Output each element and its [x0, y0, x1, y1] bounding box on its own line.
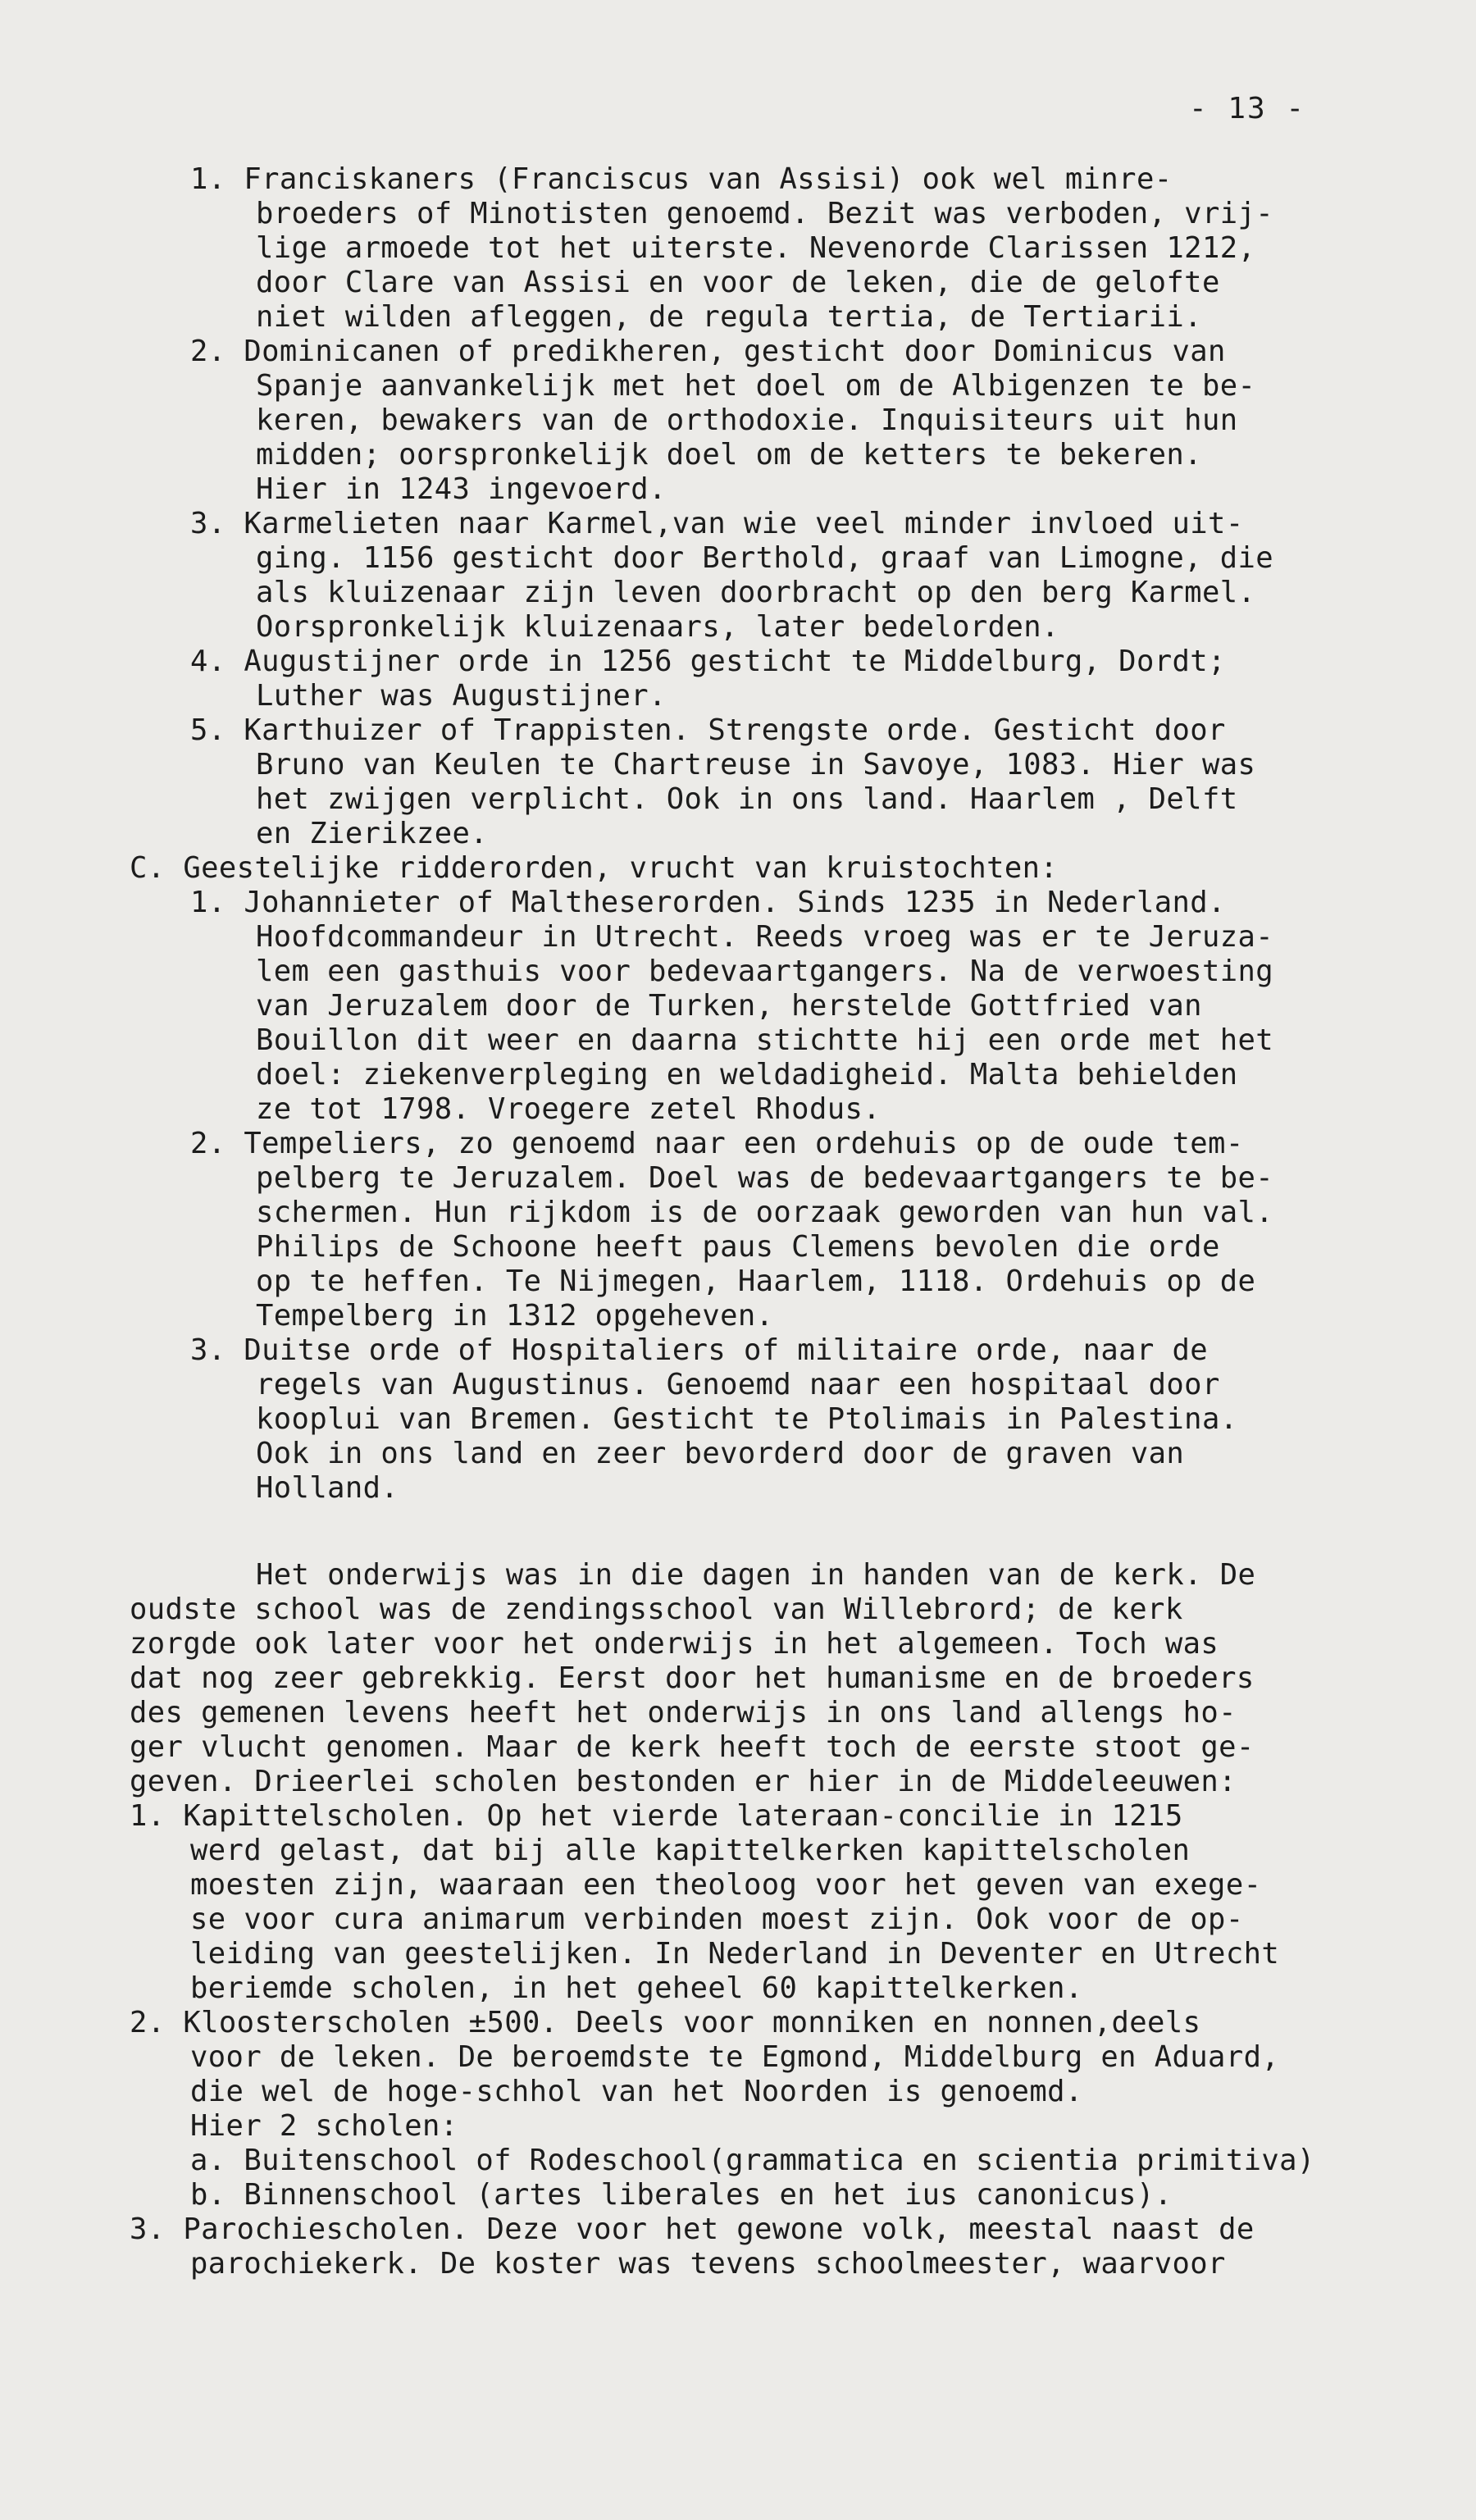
text-line: ger vlucht genomen. Maar de kerk heeft toch de eerste stoot ge- — [130, 1730, 1255, 1764]
text-line: ze tot 1798. Vroegere zetel Rhodus. — [256, 1092, 882, 1126]
text-line: Spanje aanvankelijk met het doel om de Albigenzen te be- — [256, 369, 1256, 403]
text-line: Bruno van Keulen te Chartreuse in Savoye, 1083. Hier was — [256, 748, 1256, 782]
text-line: 5. Karthuizer of Trappisten. Strengste orde. Gesticht door — [190, 713, 1226, 747]
text-line: dat nog zeer gebrekkig. Eerst door het humanisme en de broeders — [130, 1661, 1255, 1695]
text-line: kooplui van Bremen. Gesticht te Ptolimais in Palestina. — [256, 1402, 1238, 1436]
page-number: - 13 - — [1189, 92, 1306, 125]
text-line: die wel de hoge-schhol van het Noorden is genoemd. — [190, 2075, 1083, 2108]
text-line: Het onderwijs was in die dagen in handen van de kerk. De — [256, 1558, 1256, 1592]
text-line: werd gelast, dat bij alle kapittelkerken kapittelscholen — [190, 1834, 1191, 1867]
text-line: a. Buitenschool of Rodeschool(grammatica en scientia primitiva) — [190, 2144, 1315, 2177]
text-line: zorgde ook later voor het onderwijs in het algemeen. Toch was — [130, 1627, 1219, 1661]
text-line: 2. Kloosterscholen ±500. Deels voor monniken en nonnen,deels — [130, 2006, 1201, 2039]
text-line: regels van Augustinus. Genoemd naar een hospitaal door — [256, 1368, 1220, 1401]
text-line: pelberg te Jeruzalem. Doel was de bedevaartgangers te be- — [256, 1161, 1274, 1195]
text-line: Luther was Augustijner. — [256, 679, 667, 713]
text-line: Bouillon dit weer en daarna stichtte hij een orde met het — [256, 1023, 1274, 1057]
text-line: midden; oorspronkelijk doel om de ketters te bekeren. — [256, 438, 1202, 472]
text-line: Hoofdcommandeur in Utrecht. Reeds vroeg was er te Jeruza- — [256, 920, 1274, 954]
text-line: moesten zijn, waaraan een theoloog voor het geven van exege- — [190, 1868, 1262, 1902]
text-line: voor de leken. De beroemdste te Egmond, Middelburg en Aduard, — [190, 2040, 1280, 2074]
text-line: Hier in 1243 ingevoerd. — [256, 472, 667, 506]
text-line: keren, bewakers van de orthodoxie. Inquisiteurs uit hun — [256, 403, 1238, 437]
text-line: 3. Parochiescholen. Deze voor het gewone volk, meestal naast de — [130, 2212, 1255, 2246]
text-line: Ook in ons land en zeer bevorderd door de graven van — [256, 1437, 1185, 1470]
text-line: 1. Johannieter of Maltheserorden. Sinds 1235 in Nederland. — [190, 886, 1226, 919]
text-line: als kluizenaar zijn leven doorbracht op den berg Karmel. — [256, 576, 1256, 609]
text-line: door Clare van Assisi en voor de leken, die de gelofte — [256, 266, 1220, 299]
text-line: geven. Drieerlei scholen bestonden er hier in de Middeleeuwen: — [130, 1765, 1237, 1798]
text-line: doel: ziekenverpleging en weldadigheid. Malta behielden — [256, 1058, 1238, 1091]
text-line: op te heffen. Te Nijmegen, Haarlem, 1118. Ordehuis op de — [256, 1265, 1256, 1298]
text-line: b. Binnenschool (artes liberales en het ius canonicus). — [190, 2178, 1173, 2212]
text-line: Holland. — [256, 1471, 399, 1505]
text-line: 2. Tempeliers, zo genoemd naar een ordehuis op de oude tem- — [190, 1127, 1244, 1160]
text-line: 1. Kapittelscholen. Op het vierde lateraan-concilie in 1215 — [130, 1799, 1183, 1833]
text-line: se voor cura animarum verbinden moest zijn. Ook voor de op- — [190, 1903, 1244, 1936]
text-line: 3. Karmelieten naar Karmel,van wie veel minder invloed uit- — [190, 507, 1244, 540]
text-line: Hier 2 scholen: — [190, 2109, 458, 2143]
text-line: 4. Augustijner orde in 1256 gesticht te Middelburg, Dordt; — [190, 645, 1226, 678]
text-line: 2. Dominicanen of predikheren, gesticht door Dominicus van — [190, 335, 1226, 368]
text-line: schermen. Hun rijkdom is de oorzaak geworden van hun val. — [256, 1196, 1274, 1229]
text-line: ging. 1156 gesticht door Berthold, graaf van Limogne, die — [256, 541, 1274, 575]
text-line: leiding van geestelijken. In Nederland in Deventer en Utrecht — [190, 1937, 1280, 1971]
text-line: C. Geestelijke ridderorden, vrucht van kruistochten: — [130, 851, 1059, 885]
text-line: lige armoede tot het uiterste. Nevenorde Clarissen 1212, — [256, 231, 1256, 265]
text-line: parochiekerk. De koster was tevens schoolmeester, waarvoor — [190, 2247, 1226, 2281]
text-line: Oorspronkelijk kluizenaars, later bedelorden. — [256, 610, 1059, 644]
text-line: Philips de Schoone heeft paus Clemens bevolen die orde — [256, 1230, 1220, 1264]
text-line: beriemde scholen, in het geheel 60 kapittelkerken. — [190, 1971, 1083, 2005]
text-line: Tempelberg in 1312 opgeheven. — [256, 1299, 774, 1333]
text-line: 1. Franciskaners (Franciscus van Assisi) ook wel minre- — [190, 162, 1173, 196]
text-line: het zwijgen verplicht. Ook in ons land. Haarlem , Delft — [256, 782, 1238, 816]
text-line: van Jeruzalem door de Turken, herstelde Gottfried van — [256, 989, 1202, 1023]
text-line: 3. Duitse orde of Hospitaliers of militaire orde, naar de — [190, 1333, 1209, 1367]
text-line: oudste school was de zendingsschool van Willebrord; de kerk — [130, 1593, 1183, 1626]
text-line: des gemenen levens heeft het onderwijs in ons land allengs ho- — [130, 1696, 1237, 1729]
text-line: en Zierikzee. — [256, 817, 489, 850]
text-line: niet wilden afleggen, de regula tertia, de Tertiarii. — [256, 300, 1202, 334]
text-line: lem een gasthuis voor bedevaartgangers. Na de verwoesting — [256, 955, 1274, 988]
text-line: broeders of Minotisten genoemd. Bezit was verboden, vrij- — [256, 197, 1274, 230]
